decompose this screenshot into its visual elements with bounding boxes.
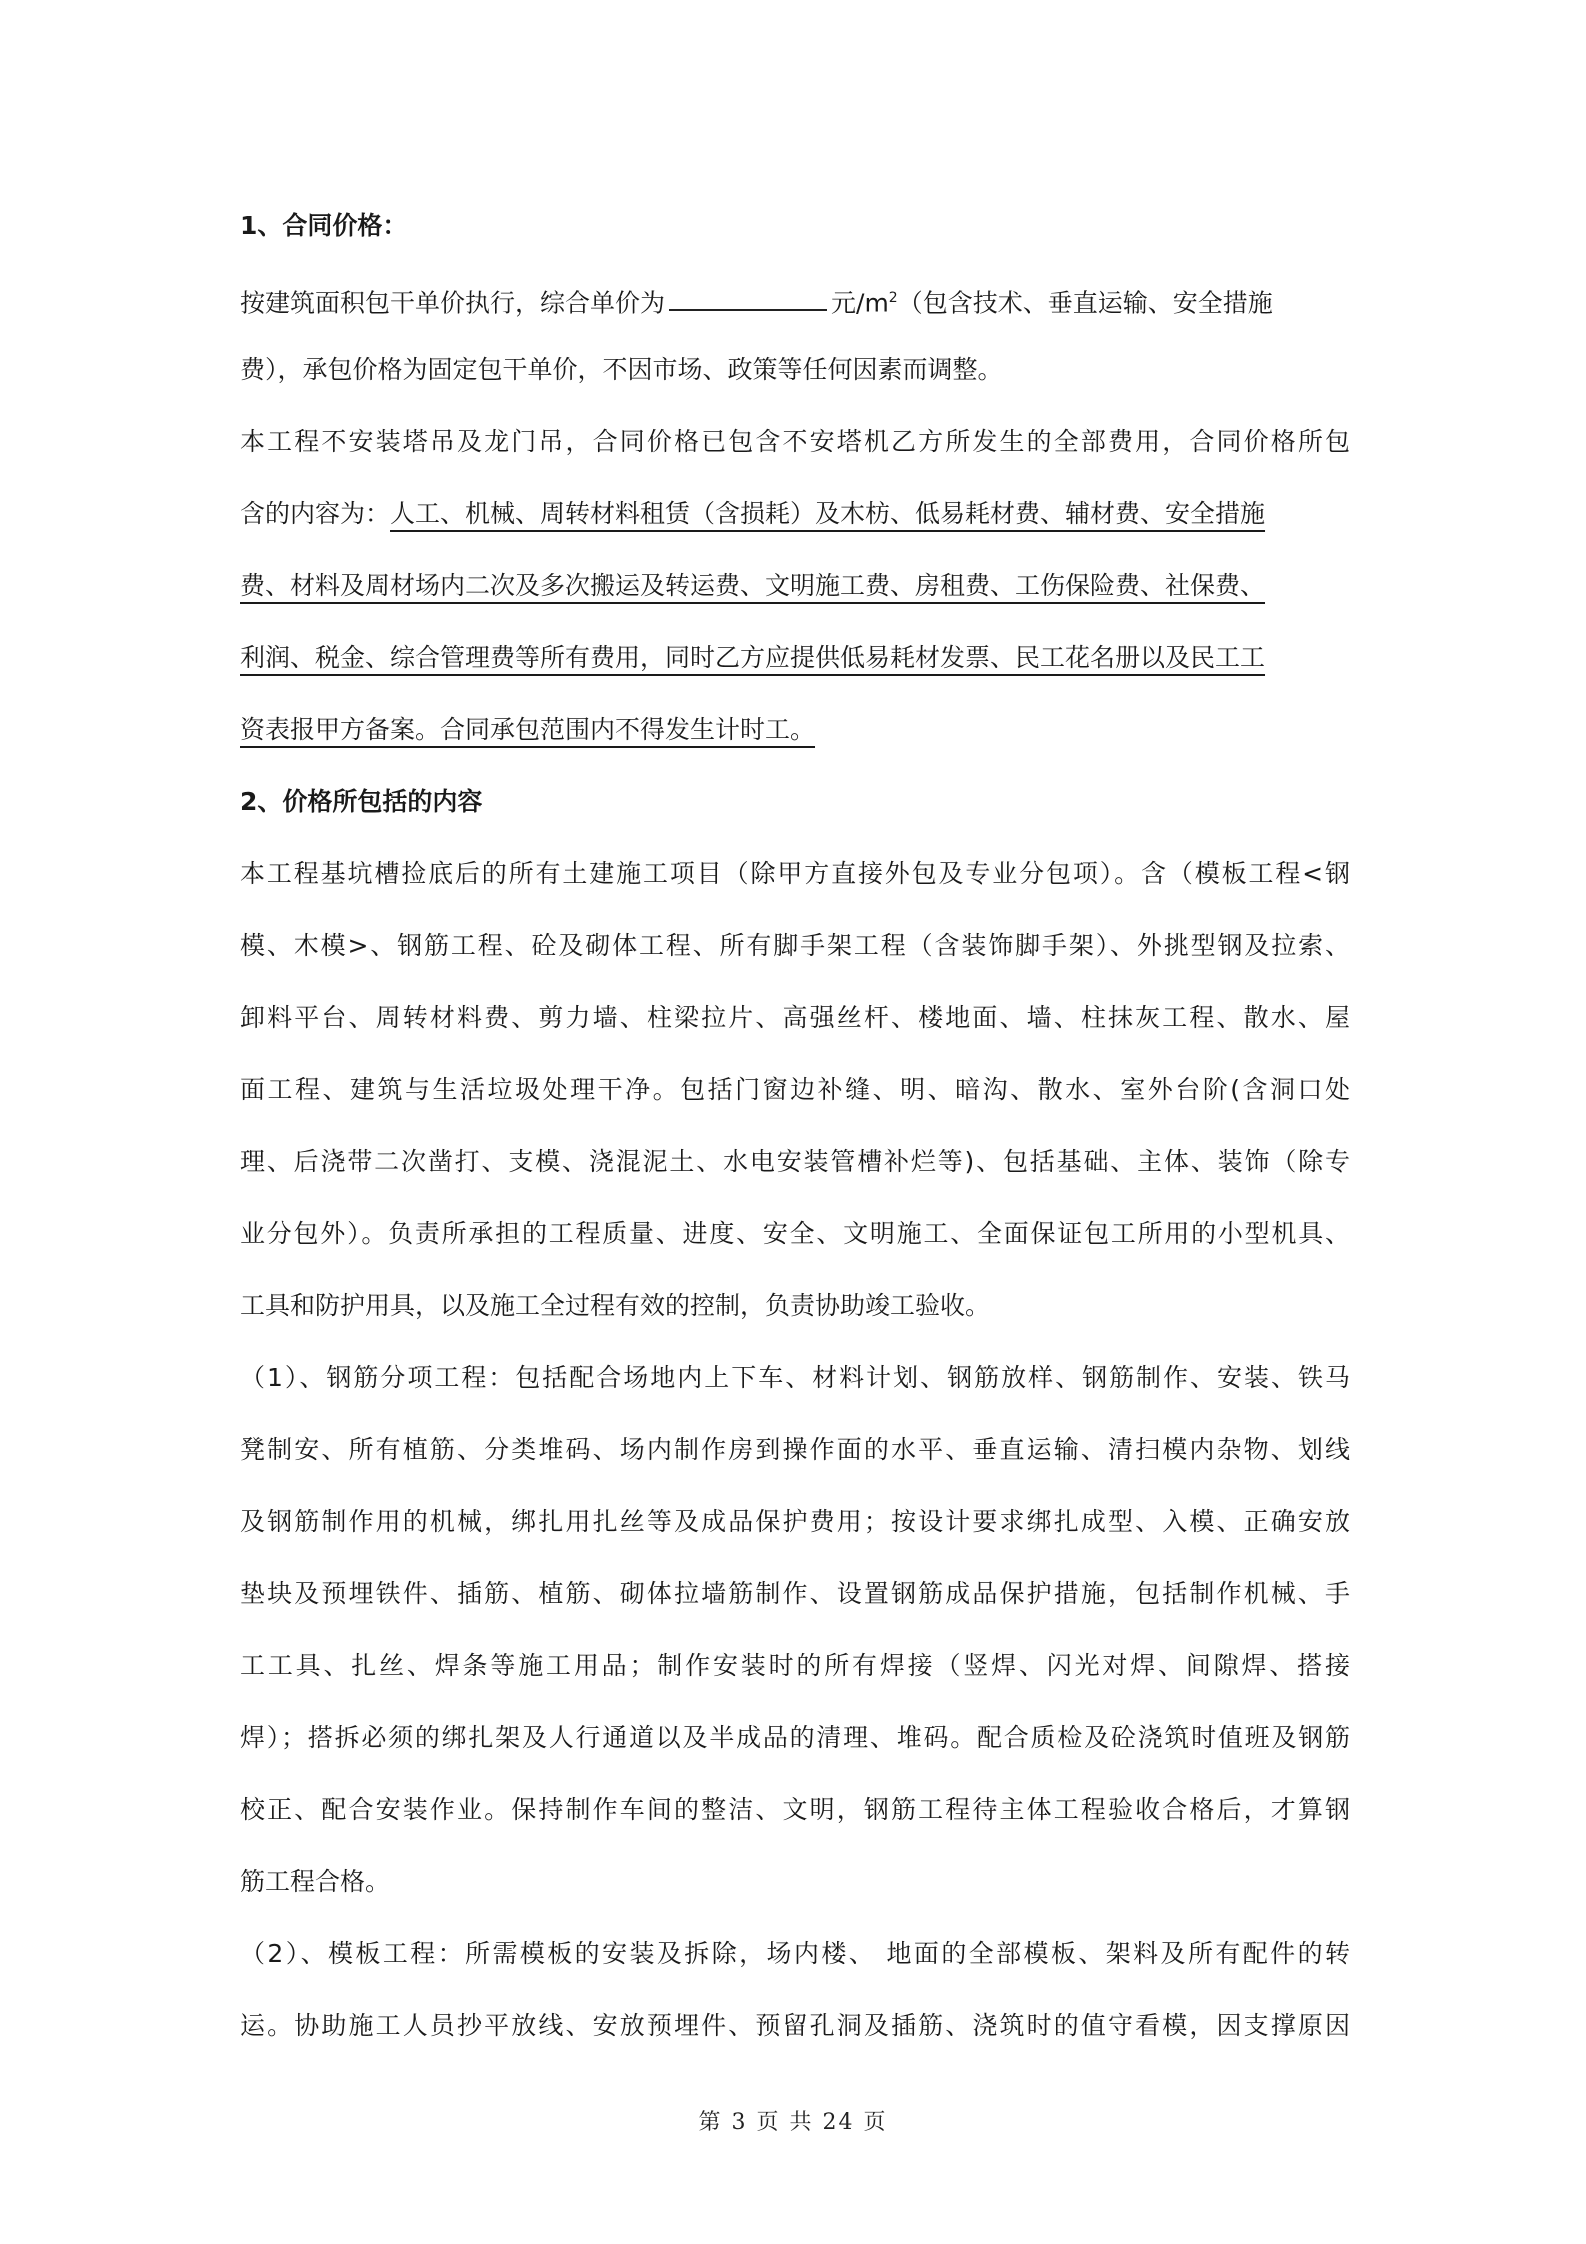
paragraph-line: 面工程、建筑与生活垃圾处理干净。包括门窗边补缝、明、暗沟、散水、室外台阶(含洞口处 <box>240 1075 1350 1104</box>
section-heading-contract-price: 1、合同价格： <box>240 211 408 240</box>
underlined-line: 利润、税金、综合管理费等所有费用，同时乙方应提供低易耗材发票、民工花名册以及民工工 <box>240 643 1266 672</box>
text-segment: 按建筑面积包干单价执行，综合单价为 <box>240 288 666 318</box>
page-number-footer: 第 3 页 共 24 页 <box>698 2110 888 2135</box>
unit-label: 元/m <box>831 288 889 318</box>
paragraph-line: 业分包外）。负责所承担的工程质量、进度、安全、文明施工、全面保证包工所用的小型机具、 <box>240 1219 1350 1248</box>
unit-price-blank-field <box>669 283 827 311</box>
paragraph-line: 本工程基坑槽捡底后的所有土建施工项目（除甲方直接外包及专业分包项）。含（模板工程<钢 <box>240 859 1350 888</box>
paragraph-line: 焊）；搭拆必须的绑扎架及人行通道以及半成品的清理、堆码。配合质检及砼浇筑时值班及钢筋 <box>240 1723 1350 1752</box>
text-segment: 含的内容为： <box>240 499 391 528</box>
paragraph-line: 费），承包价格为固定包干单价，不因市场、政策等任何因素而调整。 <box>240 355 1003 384</box>
section-heading-price-scope: 2、价格所包括的内容 <box>240 787 483 816</box>
paragraph-line: （2）、模板工程：所需模板的安装及拆除，场内楼、 地面的全部模板、架料及所有配件的转 <box>240 1939 1350 1968</box>
underlined-line: 费、材料及周材场内二次及多次搬运及转运费、文明施工费、房租费、工伤保险费、社保费、 <box>240 571 1266 600</box>
paragraph-line: 工具和防护用具，以及施工全过程有效的控制，负责协助竣工验收。 <box>240 1291 991 1320</box>
underlined-line: 资表报甲方备案。合同承包范围内不得发生计时工。 <box>240 715 816 744</box>
paragraph-line: 凳制安、所有植筋、分类堆码、场内制作房到操作面的水平、垂直运输、清扫模内杂物、划线 <box>240 1435 1350 1464</box>
paragraph-line: 理、后浇带二次凿打、支模、浇混泥土、水电安装管槽补烂等)、包括基础、主体、装饰（除专 <box>240 1147 1350 1176</box>
paragraph-line: 本工程不安装塔吊及龙门吊，合同价格已包含不安塔机乙方所发生的全部费用，合同价格所包 <box>240 427 1350 456</box>
paragraph-line <box>240 478 1350 550</box>
paragraph-line: 筋工程合格。 <box>240 1867 391 1896</box>
paragraph-line: 工工具、扎丝、焊条等施工用品；制作安装时的所有焊接（竖焊、闪光对焊、间隙焊、搭接 <box>240 1651 1350 1680</box>
unit-superscript: 2 <box>888 290 898 306</box>
paragraph-line: 卸料平台、周转材料费、剪力墙、柱梁拉片、高强丝杆、楼地面、墙、柱抹灰工程、散水、屋 <box>240 1003 1350 1032</box>
document-body <box>240 190 1350 2062</box>
paragraph-line: 校正、配合安装作业。保持制作车间的整洁、文明，钢筋工程待主体工程验收合格后，才算钢 <box>240 1795 1350 1824</box>
text-segment: （包含技术、垂直运输、安全措施 <box>897 288 1273 318</box>
paragraph-line <box>240 262 1350 334</box>
paragraph-line: （1）、钢筋分项工程：包括配合场地内上下车、材料计划、钢筋放样、钢筋制作、安装、铁马 <box>240 1363 1350 1392</box>
underlined-text: 人工、机械、周转材料租赁（含损耗）及木枋、低易耗材费、辅材费、安全措施 <box>390 499 1266 528</box>
paragraph-line: 运。协助施工人员抄平放线、安放预埋件、预留孔洞及插筋、浇筑时的值守看模，因支撑原因 <box>240 2011 1350 2040</box>
paragraph-line: 垫块及预埋铁件、插筋、植筋、砌体拉墙筋制作、设置钢筋成品保护措施，包括制作机械、手 <box>240 1579 1350 1608</box>
paragraph-line: 及钢筋制作用的机械，绑扎用扎丝等及成品保护费用；按设计要求绑扎成型、入模、正确安放 <box>240 1507 1350 1536</box>
paragraph-line: 模、木模>、钢筋工程、砼及砌体工程、所有脚手架工程（含装饰脚手架）、外挑型钢及拉索、 <box>240 931 1350 960</box>
